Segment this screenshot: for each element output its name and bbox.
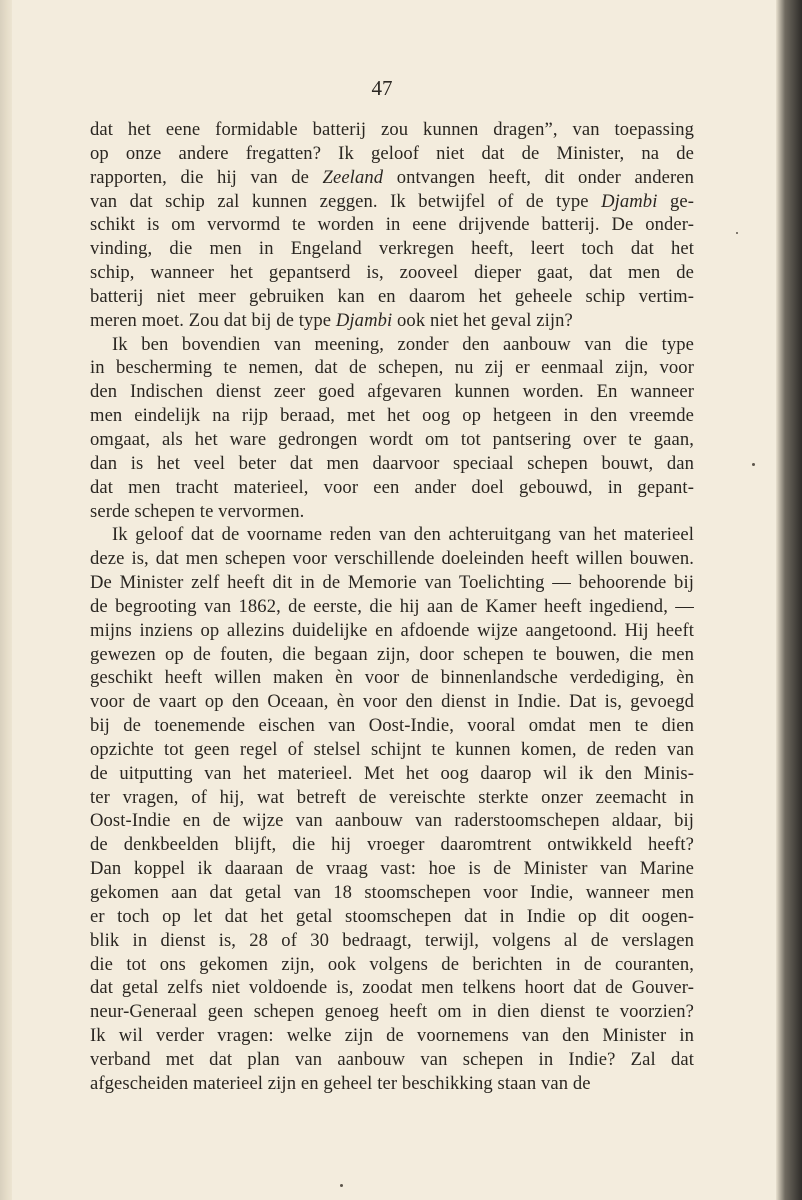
text-line: den Indischen dienst zeer goed afgevaren kunnen worden. En wanneer xyxy=(90,381,694,403)
text-line: gekomen aan dat getal van 18 stoomschepen voor Indie, wanneer men xyxy=(90,882,694,903)
text-line: opzichte tot geen regel of stelsel schijnt te kunnen komen, de reden van xyxy=(90,738,694,760)
text-line: gewezen op de fouten, die begaan zijn, door schepen te bouwen, die men xyxy=(90,643,694,665)
book-page xyxy=(12,0,776,1200)
text-line: schip, wanneer het gepantserd is, zooveel dieper gaat, dat men de xyxy=(90,262,694,284)
text-line: rapporten, die hij van de Zeeland ontvangen heeft, dit onder anderen xyxy=(90,166,694,188)
page-number: 47 xyxy=(371,76,393,100)
text-line: voor de vaart op den Oceaan, èn voor den dienst in Indie. Dat is, gevoegd xyxy=(90,691,694,713)
text-line: dat men tracht materieel, voor een ander doel gebouwd, in gepant- xyxy=(90,476,694,498)
text-line: ter vragen, of hij, wat betreft de vereischte sterkte onzer zeemacht in xyxy=(90,786,694,808)
paper-speck xyxy=(736,232,738,234)
paper-speck xyxy=(752,463,755,466)
text-line: de uitputting van het materieel. Met het oog daarop wil ik den Minis- xyxy=(90,762,694,784)
body-text xyxy=(90,118,694,1096)
text-line: blik in dienst is, 28 of 30 bedraagt, terwijl, volgens al de verslagen xyxy=(90,929,694,951)
text-line: neur-Generaal geen schepen genoeg heeft om in dien dienst te voorzien? xyxy=(90,1001,694,1023)
text-line: er toch op let dat het getal stoomschepen dat in Indie op dit oogen- xyxy=(90,905,694,927)
text-line: afgescheiden materieel zijn en geheel ter beschikking staan van de xyxy=(90,1072,591,1094)
text-line: verband met dat plan van aanbouw van schepen in Indie? Zal dat xyxy=(90,1048,694,1070)
text-line: De Minister zelf heeft dit in de Memorie van Toelichting — behoorende bij xyxy=(90,572,694,594)
text-line: dan is het veel beter dat men daarvoor speciaal schepen bouwt, dan xyxy=(90,452,694,474)
text-line: van dat schip zal kunnen zeggen. Ik betwijfel of de type Djambi ge- xyxy=(90,190,694,212)
text-line: dat getal zelfs niet voldoende is, zoodat men telkens hoort dat de Gouver- xyxy=(90,977,694,999)
paragraph xyxy=(90,523,694,1095)
text-line: mijns inziens op allezins duidelijke en afdoende wijze aangetoond. Hij heeft xyxy=(90,619,694,641)
text-line: de denkbeelden blijft, die hij vroeger daaromtrent ontwikkeld heeft? xyxy=(90,834,694,856)
book-spine-shadow xyxy=(776,0,802,1200)
text-line: op onze andere fregatten? Ik geloof niet dat de Minister, na de xyxy=(90,142,694,164)
text-line: omgaat, als het ware gedrongen wordt om tot pantsering over te gaan, xyxy=(90,428,694,450)
text-line: Ik geloof dat de voorname reden van den achteruitgang van het materieel xyxy=(112,524,694,546)
text-line: meren moet. Zou dat bij de type Djambi ook niet het geval zijn? xyxy=(90,309,573,331)
text-line: in bescherming te nemen, dat de schepen, nu zij er eenmaal zijn, voor xyxy=(90,357,694,379)
paragraph xyxy=(90,333,694,524)
text-line: schikt is om vervormd te worden in eene drijvende batterij. De onder- xyxy=(90,214,694,236)
paragraph xyxy=(90,118,694,333)
text-line: serde schepen te vervormen. xyxy=(90,500,305,522)
text-line: deze is, dat men schepen voor verschillende doeleinden heeft willen bouwen. xyxy=(90,548,694,570)
text-line: Ik wil verder vragen: welke zijn de voornemens van den Minister in xyxy=(90,1025,694,1047)
text-line: batterij niet meer gebruiken kan en daarom het geheele schip vertim- xyxy=(90,285,694,307)
text-line: de begrooting van 1862, de eerste, die hij aan de Kamer heeft ingediend, — xyxy=(90,595,694,617)
text-line: geschikt heeft willen maken èn voor de binnenlandsche verdediging, èn xyxy=(90,667,694,689)
text-line: Dan koppel ik daaraan de vraag vast: hoe is de Minister van Marine xyxy=(90,858,694,880)
text-line: die tot ons gekomen zijn, ook volgens de berichten in de couranten, xyxy=(90,953,694,975)
scan-left-edge xyxy=(0,0,12,1200)
text-line: Ik ben bovendien van meening, zonder den aanbouw van die type xyxy=(112,333,694,355)
text-line: men eindelijk na rijp beraad, met het oog op hetgeen in den vreemde xyxy=(90,405,694,427)
text-line: bij de toenemende eischen van Oost-Indie, vooral omdat men te dien xyxy=(90,715,694,737)
text-line: Oost-Indie en de wijze van aanbouw van raderstoomschepen aldaar, bij xyxy=(90,810,694,832)
paper-speck xyxy=(340,1184,343,1187)
text-line: dat het eene formidable batterij zou kunnen dragen”, van toepassing xyxy=(90,119,694,140)
text-line: vinding, die men in Engeland verkregen heeft, leert toch dat het xyxy=(90,238,694,260)
